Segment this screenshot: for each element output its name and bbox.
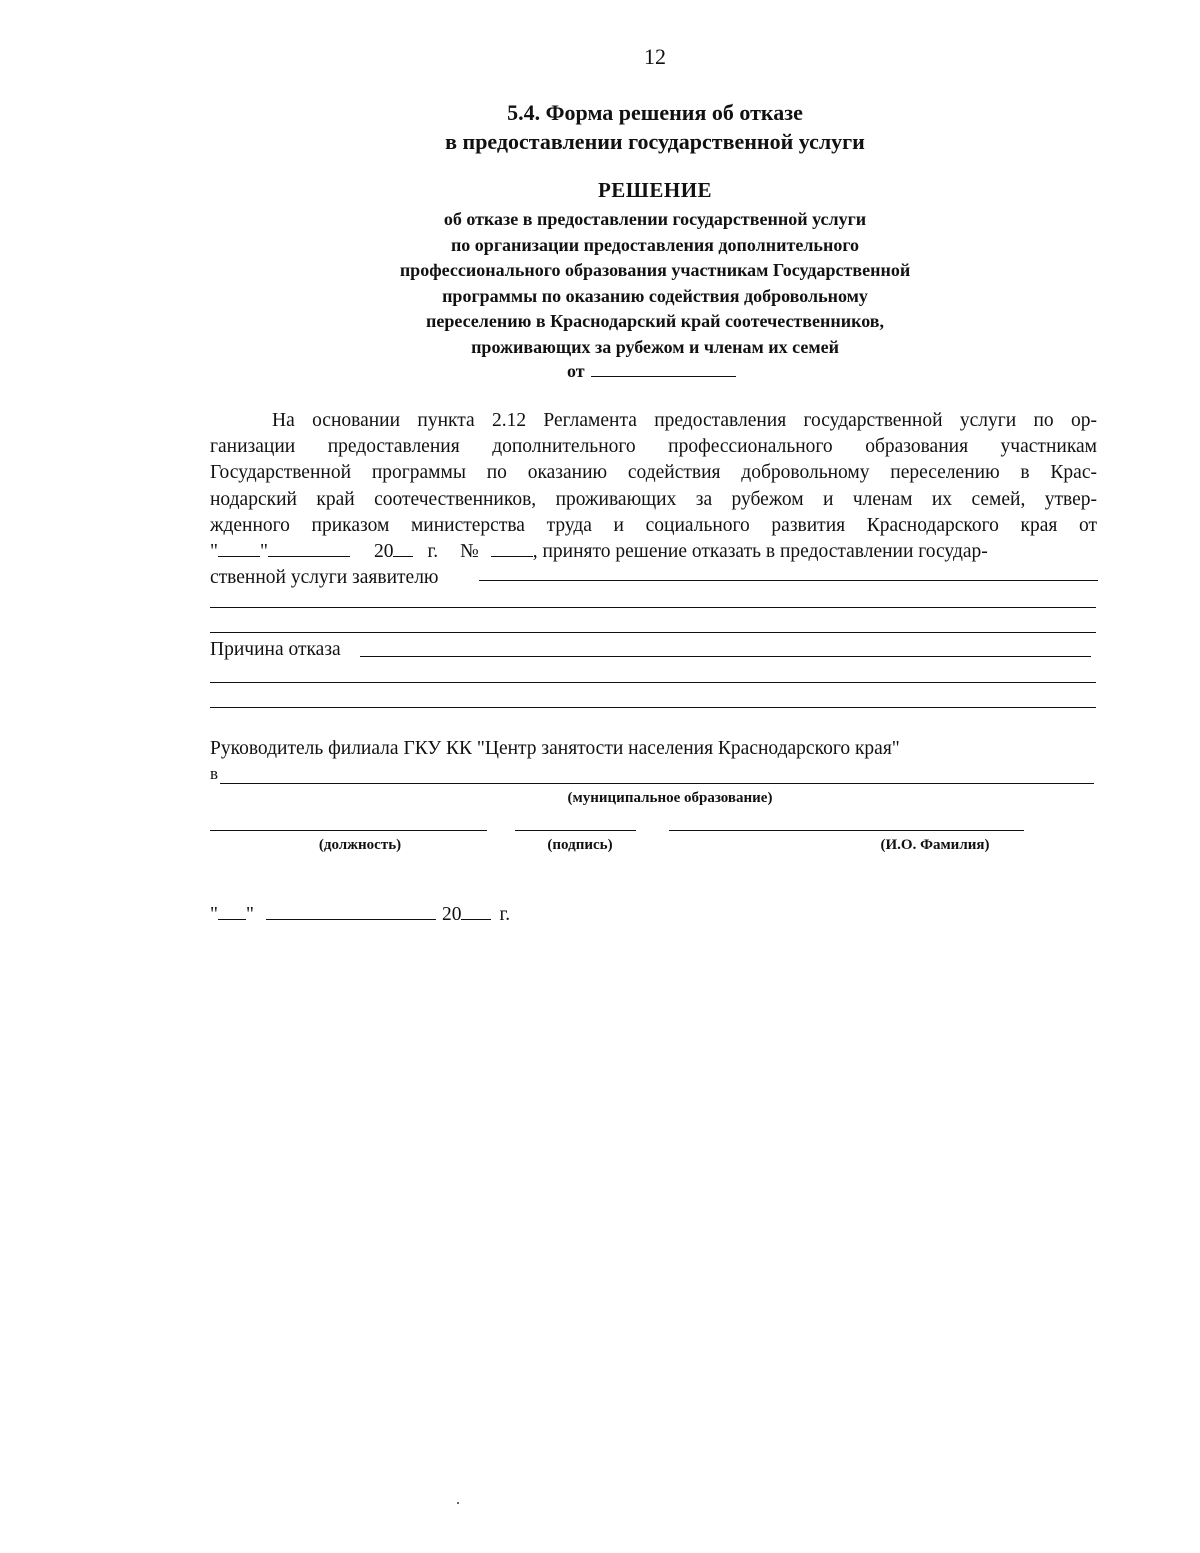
head-label: Руководитель филиала ГКУ КК "Центр занятости населения Краснодарского края": [210, 738, 900, 759]
subtitle-line: проживающих за рубежом и членам их семей: [471, 336, 839, 357]
body-line: ганизации предоставления дополнительного профессионального образования участникам: [210, 436, 1097, 458]
scan-speck: [457, 1502, 459, 1504]
body-line: Государственной программы по оказанию содействия добровольному переселению в Крас-: [210, 462, 1097, 484]
reason-field-continuation[interactable]: [210, 682, 1096, 683]
applicant-field-continuation[interactable]: [210, 632, 1096, 633]
subtitle-line: профессионального образования участникам Государственной: [399, 260, 911, 280]
quote-open: ": [210, 904, 218, 925]
name-caption: (И.О. Фамилия): [880, 837, 990, 853]
signing-year-suffix: г.: [499, 904, 511, 925]
ot-label: от: [567, 361, 585, 381]
subtitle-line: об отказе в предоставлении государственной услуги: [443, 209, 867, 229]
position-caption: (должность): [318, 837, 402, 853]
order-day-field[interactable]: [218, 542, 260, 557]
order-number-field[interactable]: [491, 542, 533, 557]
order-number-sign: №: [460, 541, 479, 563]
subtitle-line: переселению в Краснодарский край соотечественников,: [425, 311, 884, 331]
quote-close: ": [259, 541, 268, 563]
page-number: 12: [644, 44, 666, 69]
applicant-line: [210, 565, 1097, 591]
municipality-caption: (муниципальное образование): [567, 790, 773, 806]
order-year-prefix: 20: [373, 541, 394, 563]
signing-date-line: [210, 904, 510, 926]
body-line: На основании пункта 2.12 Регламента предоставления государственной услуги по ор-: [272, 410, 1097, 431]
section-title-line-1: 5.4. Форма решения об отказе: [507, 100, 803, 125]
municipality-field[interactable]: [220, 783, 1094, 784]
order-year-suffix: г.: [427, 541, 439, 563]
signing-month-field[interactable]: [266, 905, 436, 920]
in-label: в: [210, 764, 219, 783]
body-line: нодарский край соотечественников, проживающих за рубежом и членам их семей, утвер-: [210, 488, 1097, 510]
signing-day-field[interactable]: [218, 905, 246, 920]
decision-date-line: [567, 361, 736, 382]
section-title-line-2: в предоставлении государственной услуги: [445, 129, 865, 154]
subtitle-line: по организации предоставления дополнительного: [450, 234, 860, 255]
order-date-line: [210, 539, 1097, 565]
signing-year-field[interactable]: [461, 905, 491, 920]
reason-label: Причина отказа: [210, 639, 341, 660]
order-year-field[interactable]: [393, 542, 413, 557]
signature-field[interactable]: [515, 830, 636, 831]
quote-close: ": [245, 904, 254, 925]
decision-date-field[interactable]: [591, 362, 736, 377]
quote-open: ": [210, 541, 218, 563]
body-paragraph: [210, 408, 1097, 591]
order-line-rest: , принято решение отказать в предоставлении государ-: [532, 541, 988, 563]
section-title: [0, 98, 1200, 156]
applicant-field-continuation[interactable]: [210, 607, 1096, 608]
name-field[interactable]: [669, 830, 1024, 831]
applicant-field[interactable]: [479, 580, 1098, 581]
signature-caption: (подпись): [547, 837, 613, 853]
body-line: жденного приказом министерства труда и социального развития Краснодарского края от: [210, 514, 1097, 536]
applicant-label: ственной услуги заявителю: [210, 567, 439, 589]
reason-field-continuation[interactable]: [210, 707, 1096, 708]
position-field[interactable]: [210, 830, 487, 831]
decision-subtitle: [0, 207, 1200, 360]
signing-year-prefix: 20: [441, 904, 462, 925]
reason-field[interactable]: [360, 656, 1091, 657]
subtitle-line: программы по оказанию содействия добровольному: [442, 285, 868, 306]
order-month-field[interactable]: [268, 542, 350, 557]
decision-title: РЕШЕНИЕ: [597, 178, 713, 202]
